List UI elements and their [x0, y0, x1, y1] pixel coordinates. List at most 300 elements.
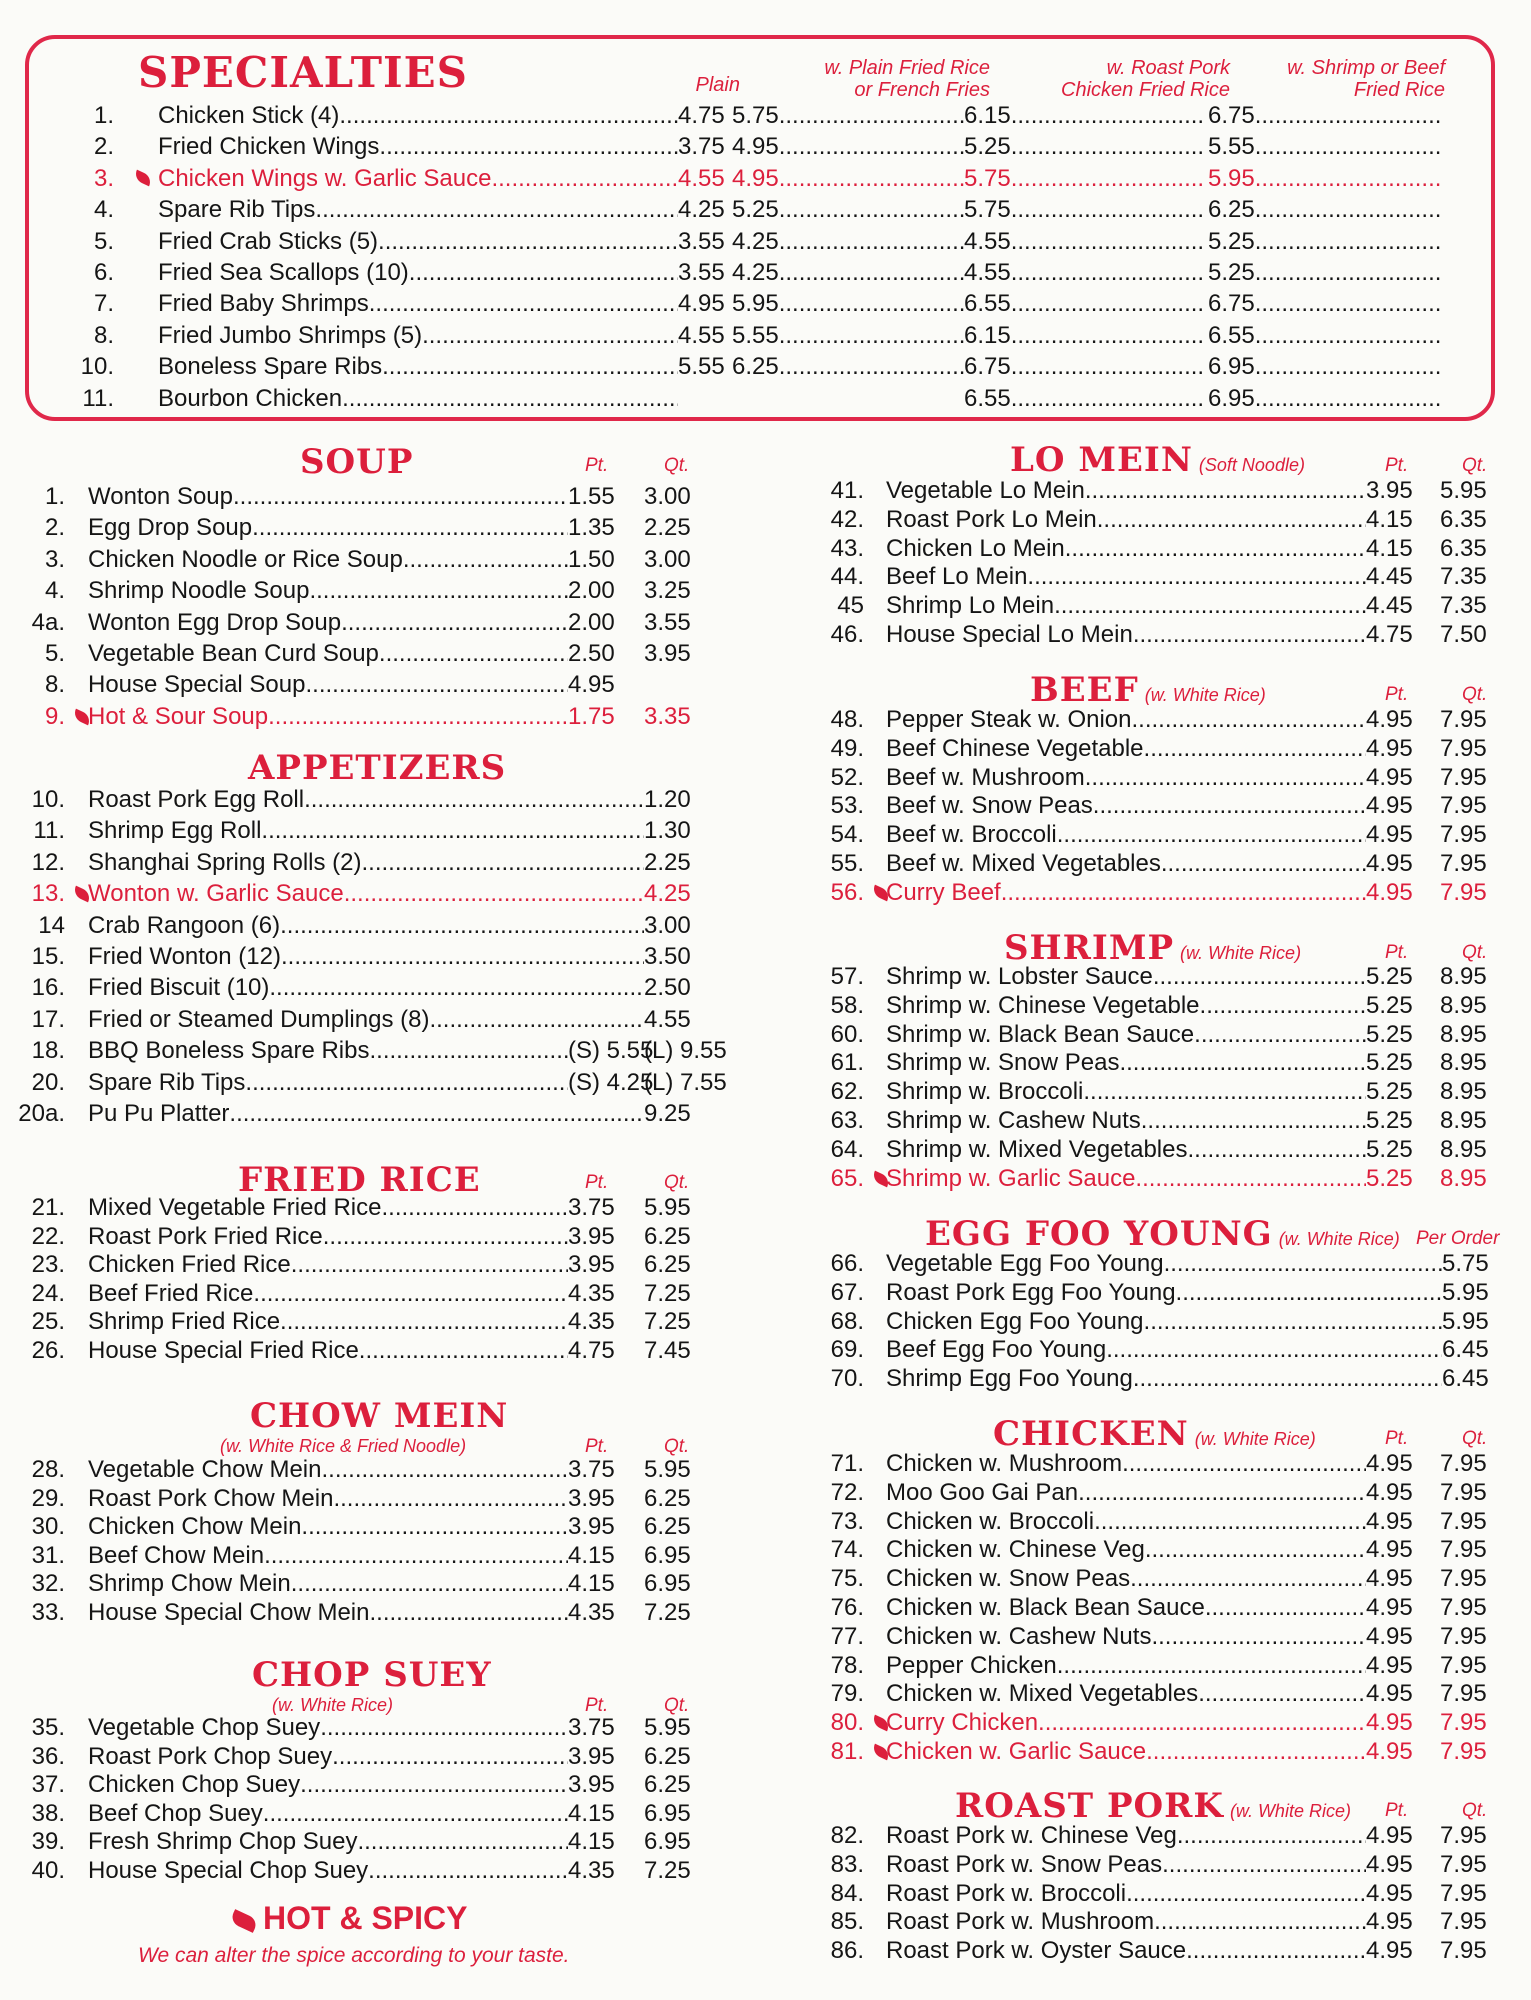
leader-dots — [429, 1006, 644, 1034]
specialty-number: 7. — [93, 290, 114, 318]
pint-price: 4.95 — [1366, 1879, 1413, 1907]
item-name — [886, 1565, 1366, 1595]
specialty-price-value: 5.25 — [964, 133, 1011, 161]
leader-dots — [1152, 1536, 1367, 1564]
leader-dots — [779, 102, 964, 130]
item-number: 72. — [830, 1478, 864, 1506]
specialty-price — [964, 290, 1206, 320]
quart-price: 7.95 — [1440, 763, 1487, 791]
item-name-text: Chicken w. Chinese Veg. — [886, 1536, 1152, 1564]
section-title — [248, 748, 506, 788]
item-name-text: Shrimp w. Mixed Vegetables — [886, 1135, 1188, 1163]
item-number: 80. — [830, 1709, 864, 1737]
specialty-number: 11. — [82, 384, 114, 412]
item-name — [88, 786, 644, 816]
item-price: 1.20 — [644, 786, 691, 813]
leader-dots — [1164, 1250, 1442, 1278]
item-name — [886, 1880, 1366, 1910]
item-name — [88, 1280, 568, 1310]
item-name-text: Shrimp w. Garlic Sauce — [886, 1164, 1136, 1192]
pint-price: 4.95 — [1366, 1536, 1413, 1564]
specialty-price — [964, 353, 1206, 383]
leader-dots — [1153, 963, 1366, 991]
item-number: 3. — [44, 545, 65, 573]
item-price: 2.25 — [644, 848, 691, 876]
pint-price: 5.25 — [1366, 1107, 1413, 1134]
item-name — [886, 1822, 1366, 1852]
item-price: 9.25 — [644, 1100, 691, 1127]
item-number: 58. — [830, 991, 864, 1019]
leader-dots — [1001, 879, 1366, 907]
item-number: 24. — [31, 1279, 65, 1307]
item-number: 21. — [31, 1194, 65, 1221]
leader-dots — [1011, 196, 1206, 224]
item-name-text: Shrimp Egg Foo Young — [886, 1365, 1133, 1393]
item-price: 1.30 — [644, 817, 691, 845]
pint-price: 4.95 — [1366, 878, 1413, 906]
specialty-price — [964, 259, 1206, 289]
section-subtitle: (w. White Rice) — [1144, 685, 1266, 705]
specialty-name-text: Chicken Stick (4) — [158, 102, 340, 129]
quart-price: 7.25 — [644, 1279, 691, 1307]
item-number: 14 — [38, 911, 65, 939]
item-number: 26. — [31, 1337, 65, 1364]
pint-price: 4.95 — [1366, 734, 1413, 762]
item-name — [88, 1337, 568, 1367]
specialty-price — [1208, 353, 1440, 383]
leader-dots — [369, 1599, 568, 1627]
specialty-price-value: 5.25 — [1208, 259, 1255, 286]
item-name — [886, 992, 1366, 1022]
quart-price: 5.95 — [644, 1714, 691, 1741]
section-subtitle: (w. White Rice) — [1194, 1429, 1316, 1449]
item-name-text: Chicken Egg Foo Young — [886, 1307, 1144, 1335]
item-name-text: Shrimp Noodle Soup — [88, 577, 310, 605]
specialty-price — [964, 322, 1206, 352]
leader-dots — [1011, 133, 1206, 161]
leader-dots — [779, 133, 964, 161]
specialty-price-value: 5.25 — [732, 196, 779, 224]
leader-dots — [281, 943, 644, 971]
quart-price: 7.45 — [644, 1337, 691, 1364]
item-number: 85. — [830, 1908, 864, 1936]
leader-dots — [280, 1308, 568, 1336]
pint-header: Pt. — [1385, 942, 1409, 963]
pint-price: 4.95 — [568, 671, 615, 699]
item-number: 45 — [837, 592, 864, 620]
item-name-text: Vegetable Lo Mein — [886, 477, 1085, 504]
leader-dots — [1188, 1136, 1367, 1164]
item-name — [886, 592, 1366, 622]
item-name — [886, 1136, 1366, 1166]
specialty-price-value: 5.55 — [678, 353, 725, 381]
item-name — [88, 1771, 568, 1801]
pint-price: 5.25 — [1366, 1135, 1413, 1163]
item-name — [88, 671, 568, 701]
item-name — [886, 963, 1366, 993]
item-number: 16. — [31, 974, 65, 1002]
specialty-price-value: 4.55 — [964, 227, 1011, 255]
item-name-text: Vegetable Bean Curd Soup — [88, 640, 379, 667]
pint-price: 4.95 — [1366, 1709, 1413, 1737]
specialty-price — [1208, 385, 1440, 415]
quart-price: 7.25 — [644, 1857, 691, 1884]
item-number: 39. — [31, 1828, 65, 1856]
leader-dots — [403, 546, 568, 574]
pint-price: 4.15 — [1366, 505, 1413, 533]
item-name — [88, 1251, 568, 1281]
specialty-price-value: 4.25 — [678, 196, 725, 224]
specialty-name-text: Fried Sea Scallops (10) — [158, 259, 409, 286]
section-subtitle: (w. White Rice & Fried Noodle) — [220, 1436, 467, 1456]
item-number: 1. — [44, 483, 65, 510]
leader-dots — [233, 483, 568, 511]
leader-dots — [291, 1570, 568, 1598]
item-name-text: Pepper Chicken — [886, 1651, 1057, 1679]
pint-price: 4.95 — [1366, 1822, 1413, 1849]
leader-dots — [291, 1251, 568, 1279]
specialty-price — [1208, 290, 1440, 320]
quart-price: 2.25 — [644, 514, 691, 542]
pint-price: 4.95 — [1366, 1622, 1413, 1650]
item-name-text: Roast Pork Fried Rice — [88, 1222, 323, 1250]
leader-dots — [1255, 385, 1440, 413]
specialty-name-text: Fried Baby Shrimps — [158, 290, 369, 318]
section-title — [1004, 928, 1301, 968]
quart-price: 7.50 — [1440, 621, 1487, 648]
specialty-name — [158, 259, 678, 289]
leader-dots — [1011, 102, 1206, 130]
specialty-price-value: 6.95 — [1208, 384, 1255, 412]
item-name-text: Shrimp w. Snow Peas — [886, 1049, 1120, 1077]
specialty-name-text: Fried Chicken Wings — [158, 133, 380, 161]
quart-price: 7.95 — [1440, 1738, 1487, 1765]
section-subtitle: (Soft Noodle) — [1198, 455, 1305, 475]
item-name-text: Shanghai Spring Rolls (2) — [88, 848, 362, 876]
quart-price: 7.95 — [1440, 1822, 1487, 1849]
item-number: 36. — [31, 1742, 65, 1770]
leader-dots — [1078, 1479, 1366, 1507]
item-name — [886, 1738, 1366, 1768]
section-title-text: FRIED RICE — [238, 1160, 481, 1200]
item-name-text: House Special Soup — [88, 671, 306, 699]
quart-price: 8.95 — [1440, 991, 1487, 1019]
item-name-text: Beef Lo Mein — [886, 563, 1028, 591]
leader-dots — [1198, 1680, 1366, 1708]
item-name — [886, 735, 1366, 765]
item-number: 12. — [31, 848, 65, 876]
specialty-price — [732, 322, 964, 352]
item-name — [886, 792, 1366, 822]
pint-header: Pt. — [585, 1436, 609, 1457]
specialty-price — [732, 259, 964, 289]
specialty-price-value: 6.75 — [1208, 290, 1255, 318]
specialty-price-value: 4.95 — [678, 290, 725, 318]
pint-price: 4.95 — [1366, 1478, 1413, 1506]
pint-header: Pt. — [1385, 684, 1409, 705]
pint-price: 4.95 — [1366, 1507, 1413, 1535]
leader-dots — [1200, 992, 1366, 1020]
section-title — [993, 1414, 1316, 1454]
pint-header: Pt. — [1385, 1428, 1409, 1449]
pint-price: 4.95 — [1366, 1738, 1413, 1765]
leader-dots — [361, 849, 644, 877]
pint-price: 5.25 — [1366, 1049, 1413, 1077]
item-price: 3.50 — [644, 943, 691, 970]
pint-header: Pt. — [1385, 455, 1409, 476]
specialty-price-value: 4.25 — [732, 259, 779, 286]
item-number: 20. — [31, 1068, 65, 1096]
quart-price: (L) 9.55 — [644, 1037, 727, 1065]
specialty-price — [964, 228, 1206, 258]
pint-price: 4.45 — [1366, 563, 1413, 591]
leader-dots — [1135, 1165, 1366, 1193]
leader-dots — [1161, 850, 1366, 878]
leader-dots — [1093, 792, 1366, 820]
quart-price: 8.95 — [1440, 1078, 1487, 1106]
item-name-text: BBQ Boneless Spare Ribs — [88, 1037, 370, 1065]
item-name — [88, 817, 644, 847]
quart-price: 8.95 — [1440, 1020, 1487, 1048]
item-number: 29. — [31, 1484, 65, 1512]
item-name — [886, 1479, 1366, 1509]
item-name-text: Shrimp w. Black Bean Sauce — [886, 1020, 1195, 1048]
leader-dots — [1255, 196, 1440, 224]
pint-price: 4.35 — [568, 1857, 615, 1884]
leader-dots — [1011, 353, 1206, 381]
item-name — [88, 577, 568, 607]
pint-price: 4.95 — [1366, 1651, 1413, 1679]
specialty-price-value: 3.55 — [678, 259, 725, 286]
specialty-price — [678, 133, 730, 163]
leader-dots — [1097, 506, 1366, 534]
item-name — [886, 477, 1366, 507]
specialty-price — [678, 385, 730, 415]
leader-dots — [381, 1194, 568, 1222]
item-name — [886, 1365, 1442, 1395]
item-name — [886, 1165, 1366, 1195]
item-name — [88, 1857, 568, 1887]
leader-dots — [1144, 1308, 1442, 1336]
quart-price: 7.95 — [1440, 1478, 1487, 1506]
pint-price: 3.95 — [568, 1771, 615, 1799]
leader-dots — [1255, 259, 1440, 287]
item-name — [88, 1456, 568, 1486]
specialty-price — [678, 165, 730, 195]
leader-dots — [1119, 1049, 1366, 1077]
leader-dots — [1255, 322, 1440, 350]
leader-dots — [1011, 259, 1206, 287]
section-subtitle: (w. White Rice) — [272, 1695, 394, 1715]
leader-dots — [1186, 1937, 1366, 1965]
pint-price: 4.95 — [1366, 821, 1413, 849]
specialty-price — [678, 102, 730, 132]
leader-dots — [333, 1485, 568, 1513]
per-order-header: Per Order — [1416, 1228, 1500, 1249]
leader-dots — [280, 912, 644, 940]
quart-price: 3.00 — [644, 545, 691, 573]
item-name-text: Moo Goo Gai Pan — [886, 1478, 1079, 1506]
item-name-text: Spare Rib Tips — [88, 1068, 246, 1096]
item-name-text: Fried Wonton (12) — [88, 943, 281, 970]
leader-dots — [323, 1223, 568, 1251]
quart-header: Qt. — [664, 1695, 690, 1716]
pint-price: 2.00 — [568, 577, 615, 605]
pint-price: 4.95 — [1366, 1937, 1413, 1965]
specialty-price — [1208, 322, 1440, 352]
item-name-text: Roast Pork w. Oyster Sauce — [886, 1937, 1187, 1965]
section-title-text: CHOW MEIN — [250, 1396, 509, 1436]
specialties-column-header: w. Plain Fried Rice or French Fries — [824, 57, 990, 101]
quart-price: 6.25 — [644, 1251, 691, 1279]
pint-price: 4.15 — [568, 1799, 615, 1827]
item-name-text: Pu Pu Platter — [88, 1100, 230, 1127]
item-number: 28. — [31, 1456, 65, 1483]
leader-dots — [1011, 322, 1206, 350]
leader-dots — [1011, 165, 1206, 193]
specialty-price — [732, 102, 964, 132]
item-name — [88, 1037, 568, 1067]
leader-dots — [1133, 621, 1366, 649]
item-number: 18. — [31, 1037, 65, 1065]
chili-pepper-icon — [229, 1909, 258, 1933]
specialty-price — [1208, 196, 1440, 226]
specialty-price — [964, 196, 1206, 226]
pint-price: 4.95 — [1366, 1908, 1413, 1936]
quart-price: 5.95 — [1440, 477, 1487, 504]
leader-dots — [1011, 290, 1206, 318]
item-number: 78. — [830, 1651, 864, 1679]
item-name — [886, 1336, 1442, 1366]
item-price: 4.25 — [644, 880, 691, 908]
pint-price: 2.50 — [568, 640, 615, 667]
item-number: 65. — [830, 1164, 864, 1192]
specialty-price — [964, 133, 1206, 163]
quart-price: 6.35 — [1440, 505, 1487, 533]
item-name — [88, 880, 644, 910]
item-name-text: Beef w. Broccoli — [886, 821, 1057, 849]
item-number: 13. — [31, 880, 65, 908]
leader-dots — [1205, 1594, 1366, 1622]
item-name — [88, 514, 568, 544]
section-subtitle: (w. White Rice) — [1180, 943, 1302, 963]
leader-dots — [1133, 1365, 1442, 1393]
pint-header: Pt. — [585, 1172, 609, 1193]
item-name — [886, 1937, 1366, 1967]
specialty-number: 2. — [93, 133, 114, 161]
quart-price: 7.95 — [1440, 821, 1487, 849]
leader-dots — [264, 1542, 568, 1570]
item-name — [88, 1223, 568, 1253]
specialty-name — [158, 290, 678, 320]
specialties-column-header: Plain — [695, 74, 740, 96]
item-price: 4.55 — [644, 1005, 691, 1033]
item-number: 69. — [830, 1336, 864, 1364]
item-name — [886, 850, 1366, 880]
pint-price: 3.95 — [568, 1222, 615, 1250]
section-title — [250, 1396, 508, 1436]
specialty-name — [158, 385, 678, 415]
item-number: 42. — [830, 505, 864, 533]
item-name-text: Roast Pork Lo Mein — [886, 505, 1097, 533]
quart-price: 3.00 — [644, 483, 691, 510]
quart-price: 5.95 — [644, 1194, 691, 1221]
specialty-price — [1208, 259, 1440, 289]
section-title — [925, 1214, 1400, 1254]
leader-dots — [1131, 706, 1366, 734]
specialty-price — [1208, 165, 1440, 195]
item-number: 82. — [830, 1822, 864, 1849]
section-title — [955, 1786, 1351, 1826]
pint-price: (S) 4.25 — [568, 1068, 654, 1096]
quart-price: 7.95 — [1440, 1937, 1487, 1965]
specialty-price-value: 5.55 — [1208, 133, 1255, 161]
item-name-text: House Special Chop Suey — [88, 1857, 369, 1884]
item-name-text: Hot & Sour Soup — [88, 702, 269, 730]
item-name — [886, 1536, 1366, 1566]
quart-price: 8.95 — [1440, 1164, 1487, 1192]
item-name-text: Fried or Steamed Dumplings (8) — [88, 1005, 430, 1033]
quart-header: Qt. — [664, 1436, 690, 1457]
item-number: 40. — [31, 1857, 65, 1884]
specialty-number: 5. — [93, 227, 114, 255]
specialty-price-value: 6.15 — [964, 102, 1011, 129]
specialty-name-text: Fried Crab Sticks (5) — [158, 227, 379, 255]
item-name-text: Beef Chow Mein — [88, 1541, 265, 1569]
item-name-text: Chicken Noodle or Rice Soup — [88, 545, 403, 573]
leader-dots — [779, 290, 964, 318]
specialty-price-value: 5.55 — [732, 321, 779, 349]
item-price: 3.00 — [644, 911, 691, 939]
item-name — [886, 1652, 1366, 1682]
leader-dots — [321, 1456, 568, 1484]
specialty-name-text: Boneless Spare Ribs — [158, 353, 383, 381]
hot-spicy-note: We can alter the spice according to your taste. — [138, 1944, 570, 1967]
leader-dots — [1065, 535, 1366, 563]
pint-price: 5.25 — [1366, 963, 1413, 990]
specialty-name — [158, 102, 678, 132]
item-number: 68. — [830, 1307, 864, 1335]
item-name-text: Beef Chop Suey — [88, 1799, 263, 1827]
hot-spicy-title — [225, 1900, 467, 1937]
item-name-text: Chicken Chow Mein — [88, 1513, 302, 1541]
leader-dots — [229, 1100, 644, 1128]
specialty-price-value: 6.55 — [964, 384, 1011, 412]
pint-price: 3.95 — [568, 1484, 615, 1512]
item-number: 62. — [830, 1078, 864, 1106]
pint-price: 4.15 — [568, 1570, 615, 1598]
item-number: 37. — [31, 1771, 65, 1799]
item-number: 17. — [31, 1005, 65, 1033]
leader-dots — [261, 817, 644, 845]
item-price: 5.75 — [1442, 1250, 1489, 1277]
item-name — [88, 609, 568, 639]
item-name-text: Mixed Vegetable Fried Rice — [88, 1194, 382, 1221]
pint-price: 3.95 — [1366, 477, 1413, 504]
leader-dots — [1151, 1623, 1366, 1651]
quart-price: 3.95 — [644, 640, 691, 667]
leader-dots — [245, 1069, 568, 1097]
item-name — [88, 1069, 568, 1099]
quart-price: (L) 7.55 — [644, 1068, 727, 1096]
leader-dots — [779, 322, 964, 350]
specialty-price — [964, 102, 1206, 132]
specialty-number: 4. — [93, 196, 114, 224]
item-number: 61. — [830, 1049, 864, 1077]
item-name-text: Roast Pork w. Chinese Veg. — [886, 1822, 1184, 1849]
item-number: 52. — [830, 763, 864, 791]
specialty-price-value: 4.25 — [732, 227, 779, 255]
